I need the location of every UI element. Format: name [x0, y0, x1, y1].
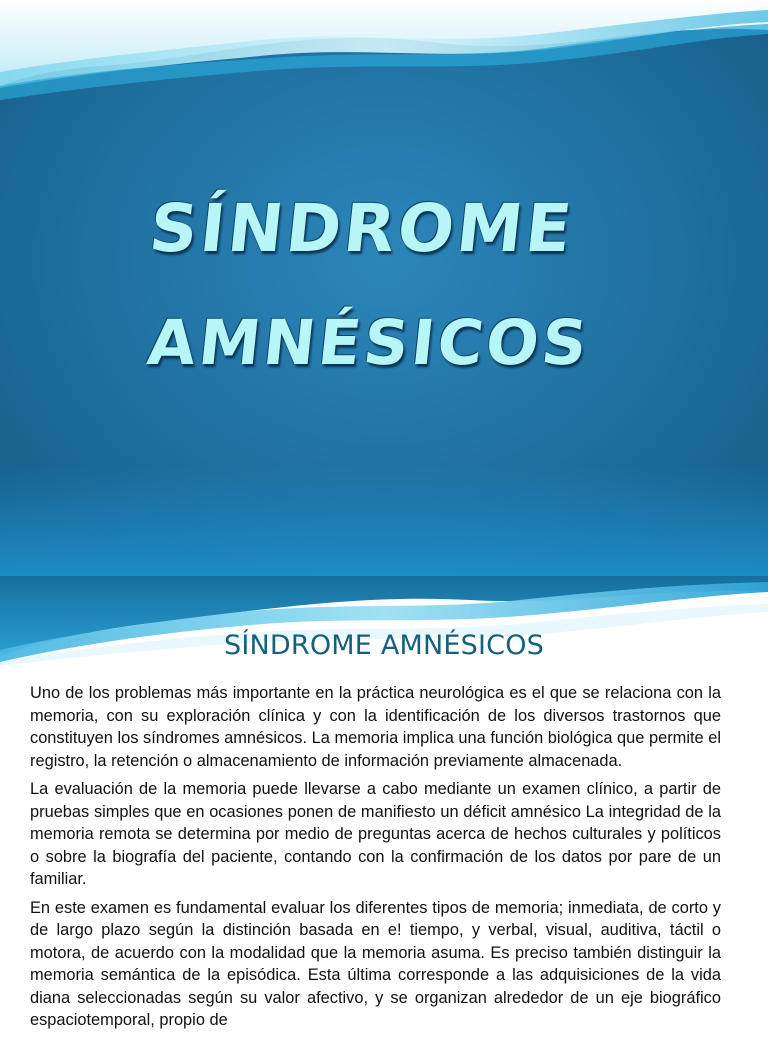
content-heading: SÍNDROME AMNÉSICOS [223, 630, 544, 661]
paragraph-2: La evaluación de la memoria puede llevarse a cabo mediante un examen clínico, a partir de pruebas simples que en ocasiones ponen de manifiesto un déficit amnésico La integridad de la memoria remota se determina por medio de preguntas acerca de hechos culturales y políticos o sobre la biografía del paciente, contando con la confirmación de los datos por pare de un familiar. [30, 780, 721, 888]
title-line-1: SÍNDROME [145, 190, 578, 267]
paragraph-1: Uno de los problemas más importante en la práctica neurológica es el que se relaciona con la memoria, con su exploración clínica y con la identificación de los diversos trastornos que constituyen los síndromes amnésicos. La memoria implica una función biológica que permite el registro, la retención o almacenamiento de información previamente almacenada. [30, 684, 721, 770]
paragraph-3: En este examen es fundamental evaluar los diferentes tipos de memoria; inmediata, de corto y de largo plazo según la distinción basada en e! tiempo, y verbal, visual, auditiva, táctil o motora, de acuerdo con la modalidad que la memoria asuma. Es preciso también distinguir la memoria semántica de la episódica. Esta última corresponde a las adquisiciones de la vida diana seleccionadas según su valor afectivo, y se organizan alrededor de un eje biográfico espaciotemporal, propio de [30, 898, 721, 1029]
slide-bottom-glow [0, 466, 768, 576]
top-wave-decoration [0, 0, 768, 130]
title-line-2: AMNÉSICOS [144, 306, 594, 379]
body-text [30, 682, 721, 1038]
